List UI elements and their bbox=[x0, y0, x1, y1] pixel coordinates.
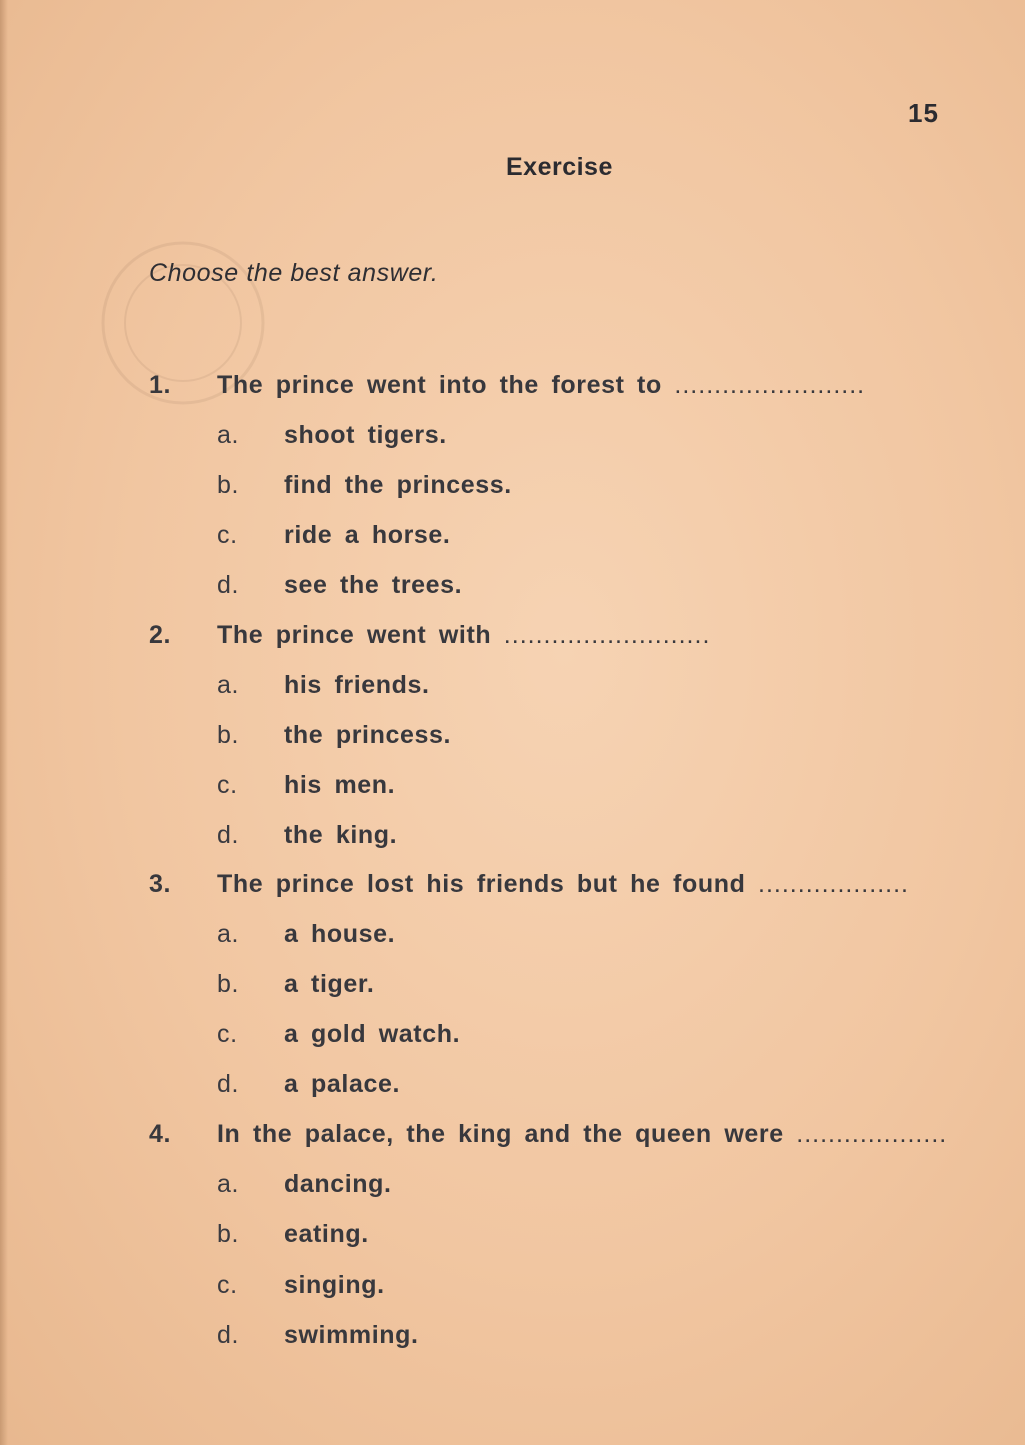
option-letter: b. bbox=[217, 970, 240, 998]
option-text: a tiger. bbox=[284, 970, 375, 998]
option-letter: d. bbox=[217, 821, 240, 849]
page-edge-shadow bbox=[0, 0, 8, 1445]
option-letter: c. bbox=[217, 1020, 238, 1048]
question-stem: The prince went with bbox=[217, 621, 492, 649]
option-letter: c. bbox=[217, 771, 238, 799]
option-letter: c. bbox=[217, 1271, 238, 1299]
question-text bbox=[217, 864, 909, 904]
option-text: find the princess. bbox=[284, 471, 512, 499]
answer-blank: ................... bbox=[758, 870, 909, 898]
question-stem: The prince went into the forest to bbox=[217, 371, 662, 399]
option-text: swimming. bbox=[284, 1321, 419, 1349]
answer-blank: ................... bbox=[796, 1120, 948, 1148]
option-text: eating. bbox=[284, 1220, 369, 1248]
option-letter: b. bbox=[217, 721, 240, 749]
option-letter: d. bbox=[217, 571, 240, 599]
question-number: 4. bbox=[149, 1120, 172, 1148]
option-letter: a. bbox=[217, 421, 240, 449]
exercise-title: Exercise bbox=[506, 153, 613, 181]
option-text: ride a horse. bbox=[284, 521, 451, 549]
option-text: his men. bbox=[284, 771, 396, 799]
option-text: the princess. bbox=[284, 721, 452, 749]
option-text: a gold watch. bbox=[284, 1020, 461, 1048]
option-text: a house. bbox=[284, 920, 396, 948]
answer-blank: ........................ bbox=[674, 371, 866, 399]
option-letter: d. bbox=[217, 1070, 240, 1098]
question-number: 1. bbox=[149, 371, 172, 399]
option-text: the king. bbox=[284, 821, 398, 849]
question-stem: The prince lost his friends but he found bbox=[217, 870, 746, 898]
answer-blank: .......................... bbox=[503, 621, 711, 649]
page-number: 15 bbox=[908, 98, 939, 128]
option-letter: a. bbox=[217, 920, 240, 948]
option-letter: b. bbox=[217, 471, 240, 499]
option-text: shoot tigers. bbox=[284, 421, 447, 449]
option-text: see the trees. bbox=[284, 571, 463, 599]
question-stem: In the palace, the king and the queen were bbox=[217, 1120, 784, 1148]
option-text: dancing. bbox=[284, 1170, 392, 1198]
option-text: a palace. bbox=[284, 1070, 401, 1098]
instruction-text: Choose the best answer. bbox=[149, 259, 439, 287]
question-text bbox=[217, 1114, 947, 1154]
question-number: 3. bbox=[149, 870, 172, 898]
option-letter: d. bbox=[217, 1321, 240, 1349]
option-text: singing. bbox=[284, 1271, 385, 1299]
option-letter: c. bbox=[217, 521, 238, 549]
question-text bbox=[217, 615, 710, 655]
option-letter: a. bbox=[217, 1170, 240, 1198]
question-number: 2. bbox=[149, 621, 172, 649]
option-letter: a. bbox=[217, 671, 240, 699]
question-text bbox=[217, 365, 865, 405]
option-text: his friends. bbox=[284, 671, 430, 699]
option-letter: b. bbox=[217, 1220, 240, 1248]
